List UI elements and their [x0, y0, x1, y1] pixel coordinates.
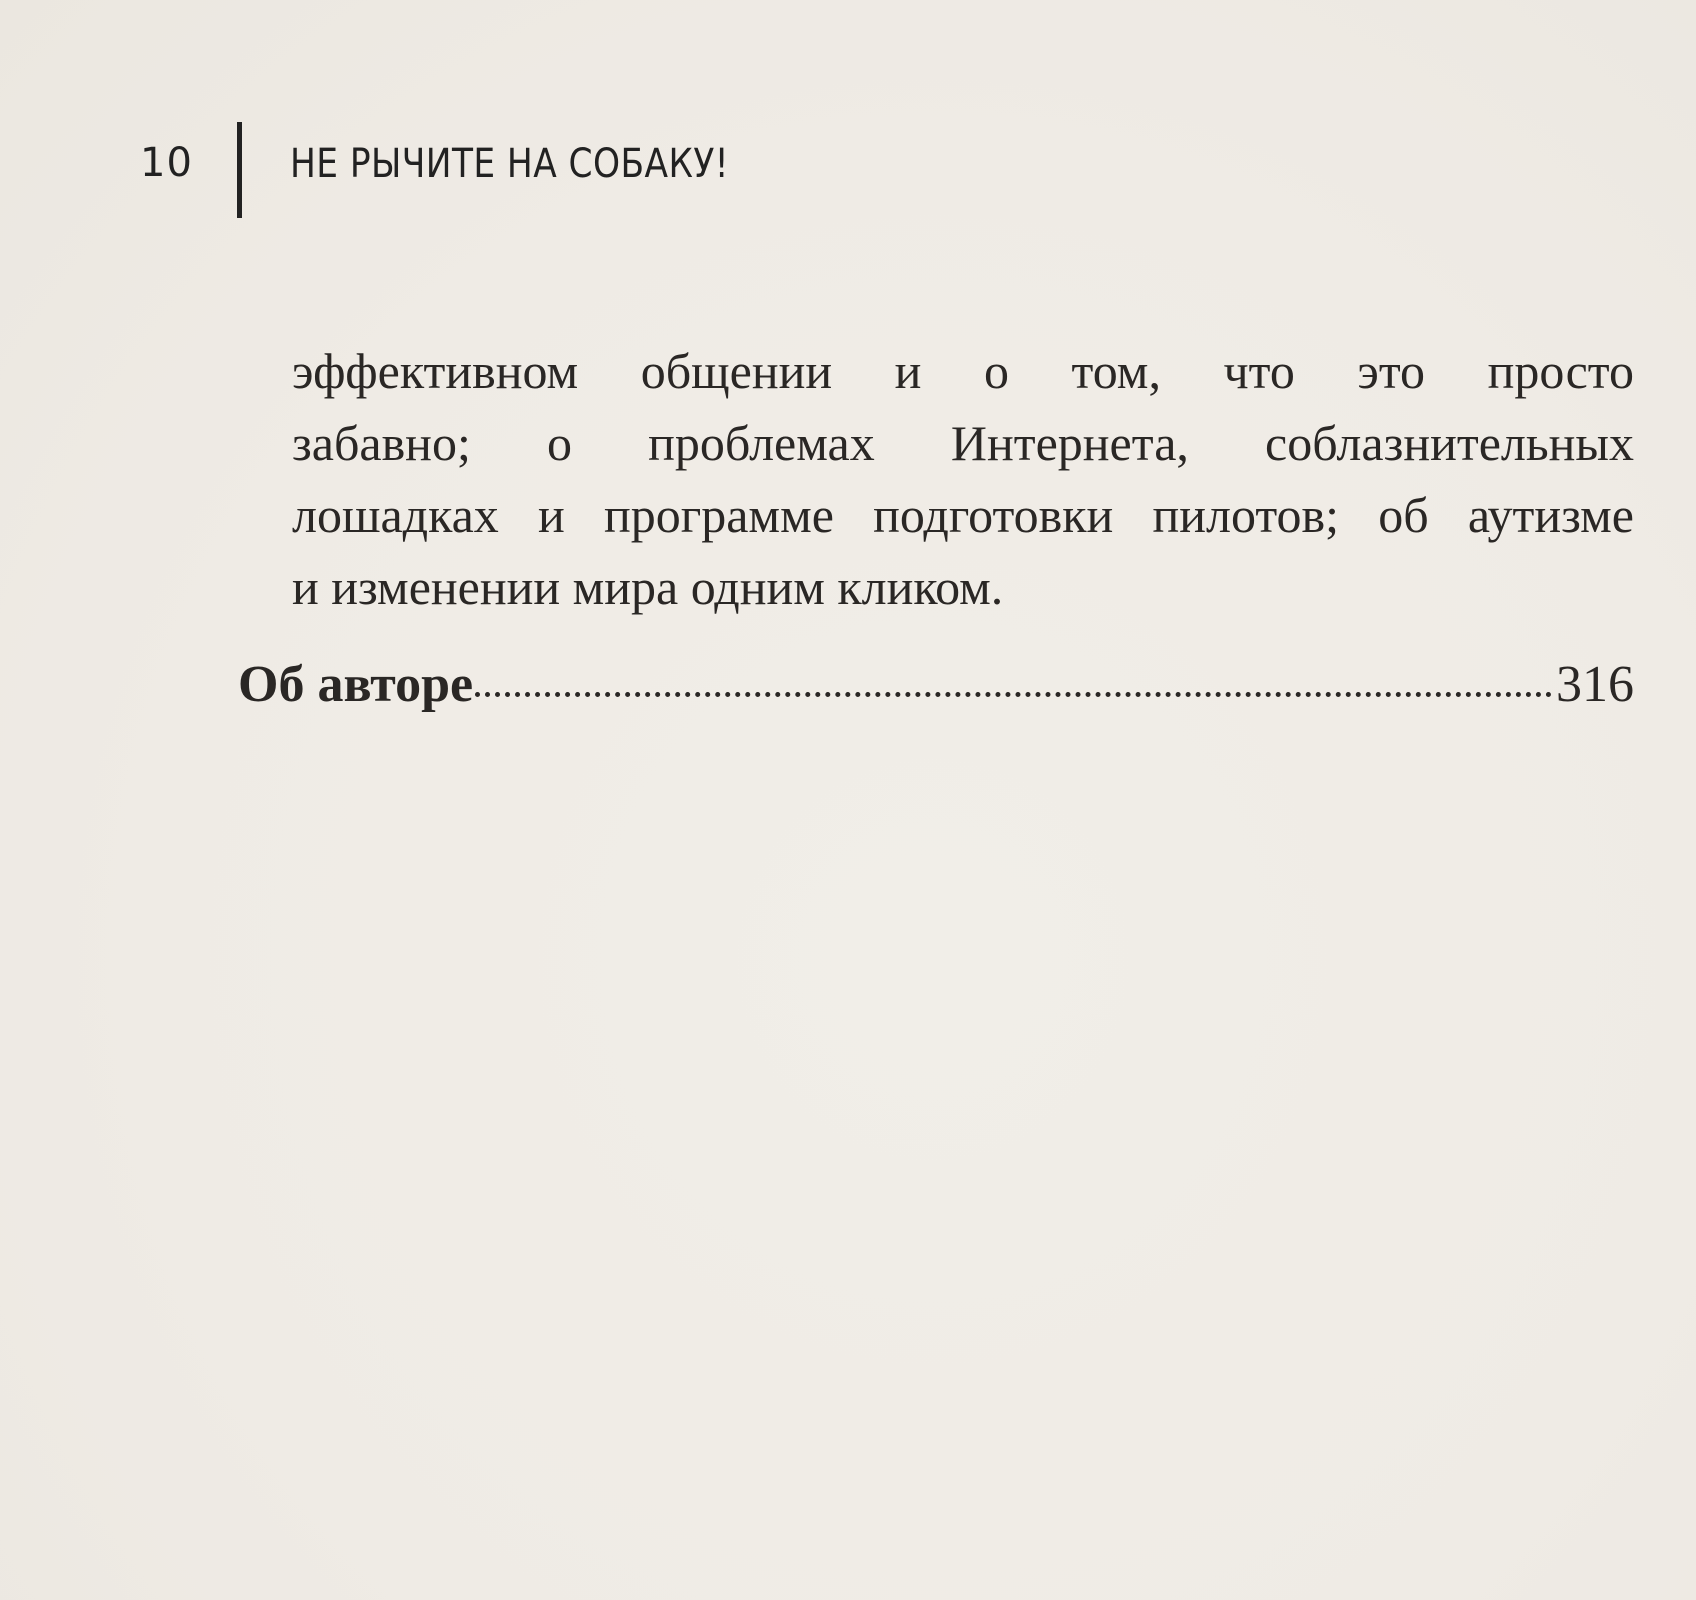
toc-entry-label: Об авторе: [238, 656, 474, 713]
body-paragraph: [292, 335, 1634, 623]
header-divider: [237, 122, 242, 218]
toc-leader-dots: [475, 692, 1552, 697]
body-line: и изменении мира одним кликом.: [292, 559, 1004, 615]
body-line: забавно; о проблемах Интернета, соблазнительных: [292, 415, 1634, 471]
page-number: 10: [140, 140, 193, 186]
body-line: лошадках и программе подготовки пилотов; об аутизме: [292, 487, 1634, 543]
toc-entry-page: 316: [1556, 656, 1634, 713]
body-line: эффективном общении и о том, что это просто: [292, 343, 1634, 399]
toc-entry-about-author: [238, 655, 1634, 714]
running-title: НЕ РЫЧИТЕ НА СОБАКУ!: [290, 141, 729, 187]
